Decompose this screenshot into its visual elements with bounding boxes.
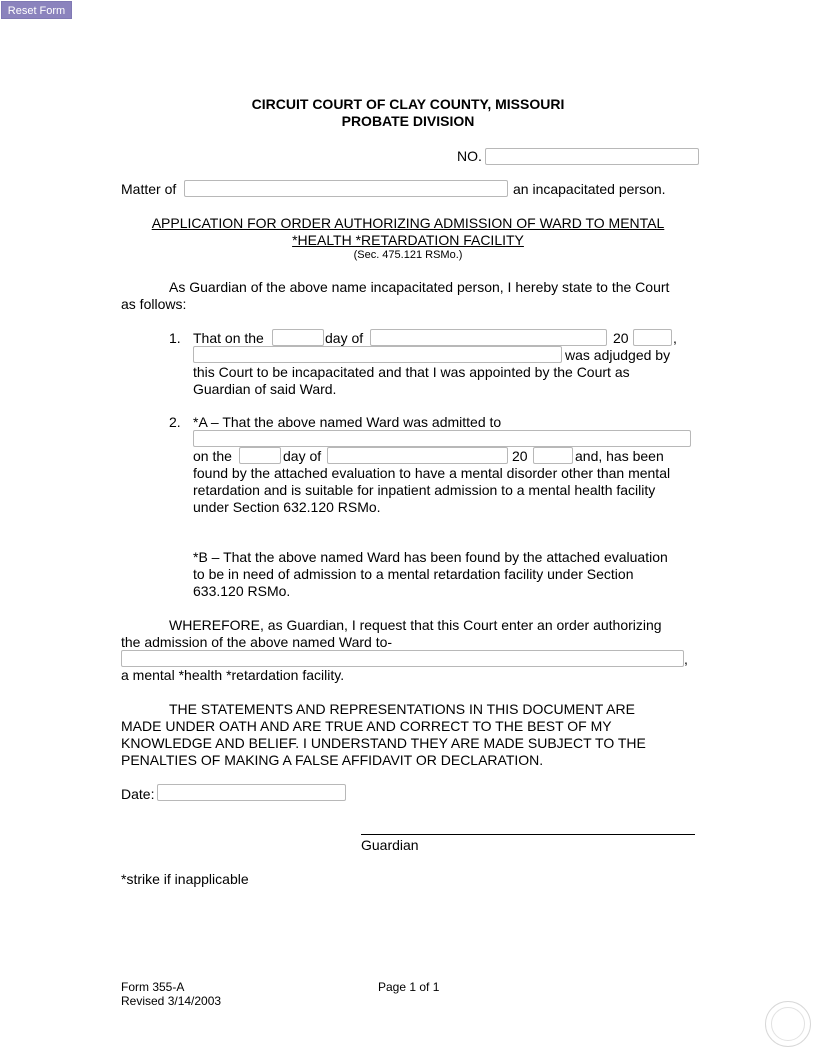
- matter-label: Matter of: [121, 181, 177, 197]
- date-label: Date:: [121, 786, 155, 802]
- item2-b-line2: to be in need of admission to a mental retardation facility under Section: [193, 566, 634, 582]
- item1-month-input[interactable]: [370, 329, 607, 346]
- strike-note: *strike if inapplicable: [121, 871, 249, 887]
- item1-day-input[interactable]: [272, 329, 324, 346]
- form-number: Form 355-A: [121, 980, 185, 994]
- item2-year-prefix: 20: [512, 448, 528, 464]
- application-title-line1: APPLICATION FOR ORDER AUTHORIZING ADMISSION OF WARD TO MENTAL: [151, 215, 665, 231]
- wherefore-line2: the admission of the above named Ward to-: [121, 634, 393, 650]
- statement-line3: KNOWLEDGE AND BELIEF. I UNDERSTAND THEY ARE MADE SUBJECT TO THE: [121, 735, 646, 751]
- item1-year-input[interactable]: [633, 329, 672, 346]
- guardian-label: Guardian: [361, 837, 419, 853]
- item1-was-adjudged: was adjudged by: [565, 347, 671, 363]
- wherefore-line3: a mental *health *retardation facility.: [121, 667, 345, 683]
- intro-line2: as follows:: [121, 296, 187, 312]
- statement-line4: PENALTIES OF MAKING A FALSE AFFIDAVIT OR DECLARATION.: [121, 752, 544, 768]
- division-title: PROBATE DIVISION: [341, 113, 475, 129]
- matter-suffix: an incapacitated person.: [513, 181, 666, 197]
- wherefore-comma: ,: [684, 651, 688, 667]
- item1-line4: Guardian of said Ward.: [193, 381, 337, 397]
- item2-day-of: day of: [283, 448, 322, 464]
- item2-a-line5: under Section 632.120 RSMo.: [193, 499, 381, 515]
- item1-adjudged-date-input[interactable]: [193, 346, 562, 363]
- court-seal-icon: [765, 1001, 811, 1047]
- ward-name-input[interactable]: [184, 180, 508, 197]
- item2-month-input[interactable]: [327, 447, 508, 464]
- case-number-label: NO.: [457, 148, 482, 164]
- reset-form-button[interactable]: Reset Form: [1, 1, 72, 19]
- item1-that-on-the: That on the: [193, 330, 264, 346]
- item1-number: 1.: [169, 330, 181, 346]
- item2-a-line3: found by the attached evaluation to have a mental disorder other than mental: [193, 465, 671, 481]
- court-title: CIRCUIT COURT OF CLAY COUNTY, MISSOURI: [251, 96, 565, 112]
- item1-day-of: day of: [325, 330, 364, 346]
- item1-year-prefix: 20: [613, 330, 629, 346]
- item2-facility-input[interactable]: [193, 430, 691, 447]
- item2-a-intro: *A – That the above named Ward was admitted to: [193, 414, 502, 430]
- date-input[interactable]: [157, 784, 346, 801]
- item2-a-line4: retardation and is suitable for inpatient admission to a mental health facility: [193, 482, 656, 498]
- revised-date: Revised 3/14/2003: [121, 994, 222, 1008]
- case-number-input[interactable]: [485, 148, 699, 165]
- item1-comma: ,: [673, 330, 677, 346]
- intro-line1: As Guardian of the above name incapacitated person, I hereby state to the Court: [169, 279, 670, 295]
- page-number: Page 1 of 1: [378, 980, 440, 994]
- item2-b-line1: *B – That the above named Ward has been found by the attached evaluation: [193, 549, 668, 565]
- statute-citation: (Sec. 475.121 RSMo.): [353, 249, 463, 261]
- item2-and-has-been: and, has been: [575, 448, 664, 464]
- statement-line1: THE STATEMENTS AND REPRESENTATIONS IN THIS DOCUMENT ARE: [169, 701, 635, 717]
- item2-on-the: on the: [193, 448, 232, 464]
- application-title-line2: *HEALTH *RETARDATION FACILITY: [292, 232, 524, 248]
- wherefore-line1: WHEREFORE, as Guardian, I request that this Court enter an order authorizing: [169, 617, 662, 633]
- item2-year-input[interactable]: [533, 447, 573, 464]
- item1-line3: this Court to be incapacitated and that I was appointed by the Court as: [193, 364, 630, 380]
- statement-line2: MADE UNDER OATH AND ARE TRUE AND CORRECT TO THE BEST OF MY: [121, 718, 612, 734]
- signature-line: [361, 834, 695, 835]
- item2-b-line3: 633.120 RSMo.: [193, 583, 291, 599]
- item2-day-input[interactable]: [239, 447, 281, 464]
- item2-number: 2.: [169, 414, 181, 430]
- wherefore-facility-input[interactable]: [121, 650, 684, 667]
